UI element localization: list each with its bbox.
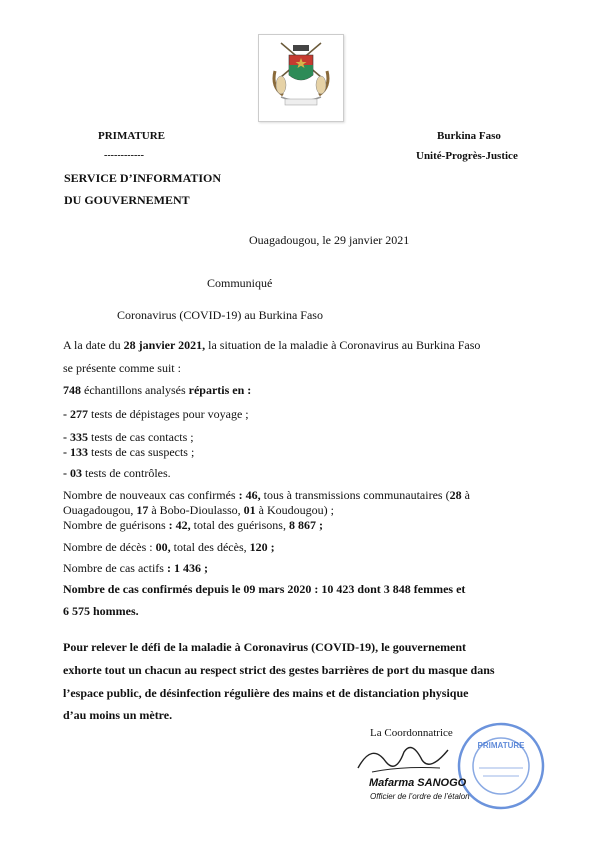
samples-line: 748 échantillons analysés répartis en :	[63, 383, 252, 397]
header-country: Burkina Faso	[437, 130, 501, 142]
test-item: - 133 tests de cas suspects ;	[63, 445, 195, 459]
appeal-line: Pour relever le défi de la maladie à Coronavirus (COVID-19), le gouvernement	[63, 640, 467, 654]
new-cases-line-2: Ouagadougou, 17 à Bobo-Dioulasso, 01 à Koudougou) ;	[63, 503, 334, 517]
coat-of-arms	[258, 34, 344, 122]
intro-line-1: A la date du 28 janvier 2021, la situation de la maladie à Coronavirus au Burkina Faso	[63, 338, 481, 352]
active-cases-line: Nombre de cas actifs : 1 436 ;	[63, 561, 208, 575]
header-service: SERVICE D’INFORMATION	[64, 171, 222, 185]
header-separator: ------------	[104, 150, 144, 161]
recoveries-line: Nombre de guérisons : 42, total des guérisons, 8 867 ;	[63, 518, 323, 532]
appeal-line: d’au moins un mètre.	[63, 708, 173, 722]
signatory-role: La Coordonnatrice	[370, 727, 453, 739]
new-cases-line-1: Nombre de nouveaux cas confirmés : 46, tous à transmissions communautaires (28 à	[63, 488, 470, 502]
deaths-line: Nombre de décès : 00, total des décès, 120 ;	[63, 540, 275, 554]
test-item: - 335 tests de cas contacts ;	[63, 430, 194, 444]
confirmed-line-2: 6 575 hommes.	[63, 604, 139, 618]
header-primature: PRIMATURE	[98, 130, 166, 142]
header-motto: Unité-Progrès-Justice	[416, 150, 518, 162]
subject: Coronavirus (COVID-19) au Burkina Faso	[117, 308, 323, 322]
intro-line-2: se présente comme suit :	[63, 361, 181, 375]
test-item: - 03 tests de contrôles.	[63, 466, 171, 480]
signatory-title: Officier de l’ordre de l’étalon	[370, 792, 470, 801]
coat-of-arms-icon	[259, 35, 343, 121]
stamp-text: PRIMATURE	[477, 741, 525, 750]
header-gouvernement: DU GOUVERNEMENT	[64, 193, 190, 207]
confirmed-line-1: Nombre de cas confirmés depuis le 09 mars 2020 : 10 423 dont 3 848 femmes et	[63, 582, 466, 596]
handwritten-signature	[352, 738, 462, 778]
appeal-line: exhorte tout un chacun au respect strict des gestes barrières de port du masque dans	[63, 663, 495, 677]
test-item: - 277 tests de dépistages pour voyage ;	[63, 407, 249, 421]
place-date: Ouagadougou, le 29 janvier 2021	[249, 233, 410, 247]
doc-type: Communiqué	[207, 276, 273, 290]
signatory-name: Mafarma SANOGO	[369, 777, 467, 789]
appeal-line: l’espace public, de désinfection régulière des mains et de distanciation physique	[63, 686, 469, 700]
